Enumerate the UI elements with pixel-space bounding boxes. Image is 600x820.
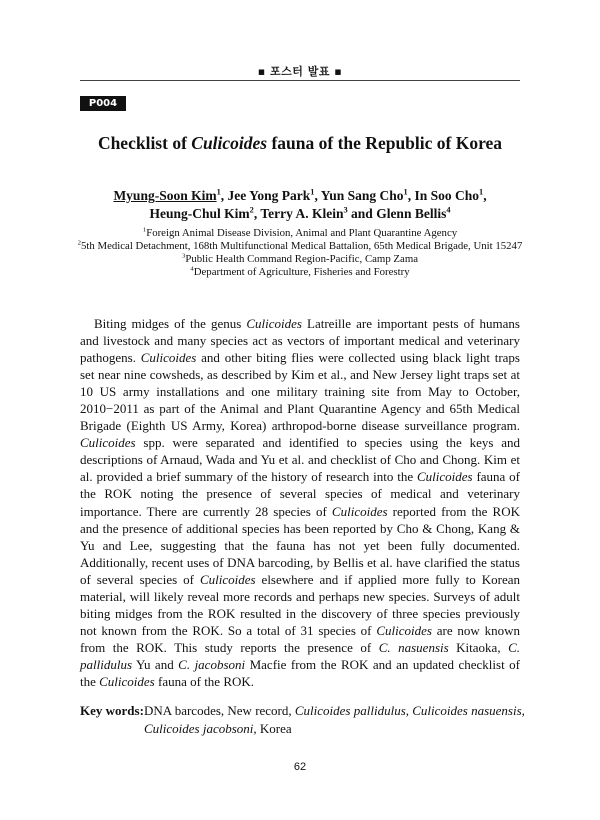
abstract-taxon: Culicoides (246, 316, 302, 331)
author-affiliation-mark: 1 (310, 187, 315, 197)
keywords-block (80, 702, 525, 738)
keywords-species: Culicoides jacobsoni (144, 721, 254, 736)
author-separator: , (314, 188, 321, 203)
author-name: Yun Sang Cho (320, 188, 404, 203)
keywords-species: Culicoides pallidulus, Culicoides nasuensis, (294, 703, 525, 718)
abstract-text: Yu and (132, 656, 179, 672)
author-name: Myung-Soon Kim (113, 188, 217, 203)
affiliation-text: Department of Agriculture, Fisheries and Forestry (193, 266, 410, 278)
title-suffix: fauna of the Republic of Korea (267, 133, 503, 153)
poster-code-badge: P004 (80, 96, 126, 111)
author-separator: , (253, 206, 261, 221)
author-name: Jee Yong Park (227, 188, 311, 203)
keywords-line-2 (144, 720, 525, 738)
affiliation-line (70, 253, 530, 266)
abstract-text: Biting midges of the genus (94, 316, 247, 331)
abstract-text: are now known from the ROK. This study reports the presence of (80, 622, 520, 655)
author-list (80, 187, 520, 223)
abstract-paragraph (80, 315, 520, 690)
author-name: Glenn Bellis (376, 206, 447, 221)
abstract-taxon: Culicoides (140, 350, 197, 366)
author-affiliation-mark: 2 (249, 205, 254, 215)
author-affiliation-mark: 3 (343, 205, 348, 215)
affiliation-number: 3 (181, 252, 186, 260)
abstract-taxon: Culicoides (376, 622, 432, 638)
abstract-text: Latreille are important pests of humans and livestock and many species act as vectors of important medical and veterinary pathogens. (80, 316, 520, 366)
abstract-taxon: Culicoides (199, 571, 256, 587)
abstract-text: fauna of the ROK noting the presence of several species of medical and veterinary importance. There are currently 28 species of (80, 469, 521, 519)
abstract-text: reported from the ROK and the presence of additional species has been reported by Cho & Chong, Kang & Yu and Lee, suggesting that the fauna has not yet been fully documented. Additionally, recent uses of DNA barcoding, by Bellis et al. have clarified the status of several species of (80, 503, 520, 587)
author-affiliation-mark: 4 (446, 205, 451, 215)
abstract-taxon: C. jacobsoni (178, 656, 246, 672)
keywords-line-1 (144, 702, 525, 720)
paper-title (80, 133, 520, 154)
keywords-label: Key words: (80, 703, 144, 718)
author-separator: , (220, 188, 228, 203)
author-name: Heung-Chul Kim (149, 206, 250, 221)
abstract-text: spp. were separated and identified to species using the keys and descriptions of Arnaud, Wada and Yu et al. and checklist of Cho and Chong. Kim et al. provided a brief summary of the history of research into the (80, 435, 520, 485)
affiliation-text: Public Health Command Region-Pacific, Camp Zama (185, 253, 419, 265)
affiliation-line (70, 266, 530, 279)
abstract-taxon: C. nasuensis (378, 639, 449, 655)
affiliation-text: 5th Medical Detachment, 168th Multifunctional Medical Battalion, 65th Medical Brigade, Unit 15247 (80, 240, 523, 252)
affiliation-list (70, 227, 530, 279)
author-separator: , (407, 188, 415, 203)
author-affiliation-mark: 1 (479, 187, 484, 197)
affiliation-number: 1 (142, 226, 147, 234)
author-separator: and (347, 206, 377, 221)
author-name: Terry A. Klein (260, 206, 344, 221)
header-divider (80, 80, 520, 81)
author-name: In Soo Cho (414, 188, 479, 203)
affiliation-number: 2 (77, 239, 81, 247)
affiliation-line (70, 227, 530, 240)
page-number: 62 (293, 761, 307, 773)
affiliation-number: 4 (190, 265, 194, 273)
abstract-text: Kitaoka, (448, 639, 509, 655)
abstract-taxon: C. pallidulus (80, 639, 520, 672)
author-affiliation-mark: 1 (403, 187, 408, 197)
section-header: ▪ 포스터 발표 ▪ (257, 65, 343, 78)
abstract-text: fauna of the ROK. (154, 673, 255, 689)
keywords-text: DNA barcodes, New record, (144, 703, 295, 718)
abstract-text: elsewhere and if applied more fully to Korean material, will likely reveal more records and perhaps new species. Surveys of adult biting midges from the ROK resulted in the discovery of three species previously not known from the ROK. So a total of 31 species of (80, 571, 521, 638)
abstract-taxon: Culicoides (99, 673, 155, 689)
abstract-text: and other biting flies were collected using black light traps set near nine cowsheds, as described by Kim et al., and New Jersey light traps set at 10 US army installations and one military training site from May to October, 2010−2011 as part of the Animal and Plant Quarantine Agency and 65th Medical Brigade (Eighth US Army, Korea) arthropod-borne disease surveillance program. (80, 350, 520, 434)
abstract-taxon: Culicoides (416, 469, 473, 485)
affiliation-text: Foreign Animal Disease Division, Animal and Plant Quarantine Agency (146, 227, 458, 239)
keywords-text: , Korea (253, 721, 292, 736)
abstract-taxon: Culicoides (80, 435, 136, 451)
abstract-taxon: Culicoides (331, 503, 388, 519)
title-taxon: Culicoides (191, 133, 268, 153)
author-separator: , (483, 188, 487, 203)
title-prefix: Checklist of (97, 133, 192, 153)
affiliation-line (70, 240, 530, 253)
author-affiliation-mark: 1 (216, 187, 221, 197)
abstract-text: Macfie from the ROK and an updated checklist of the (80, 656, 520, 689)
